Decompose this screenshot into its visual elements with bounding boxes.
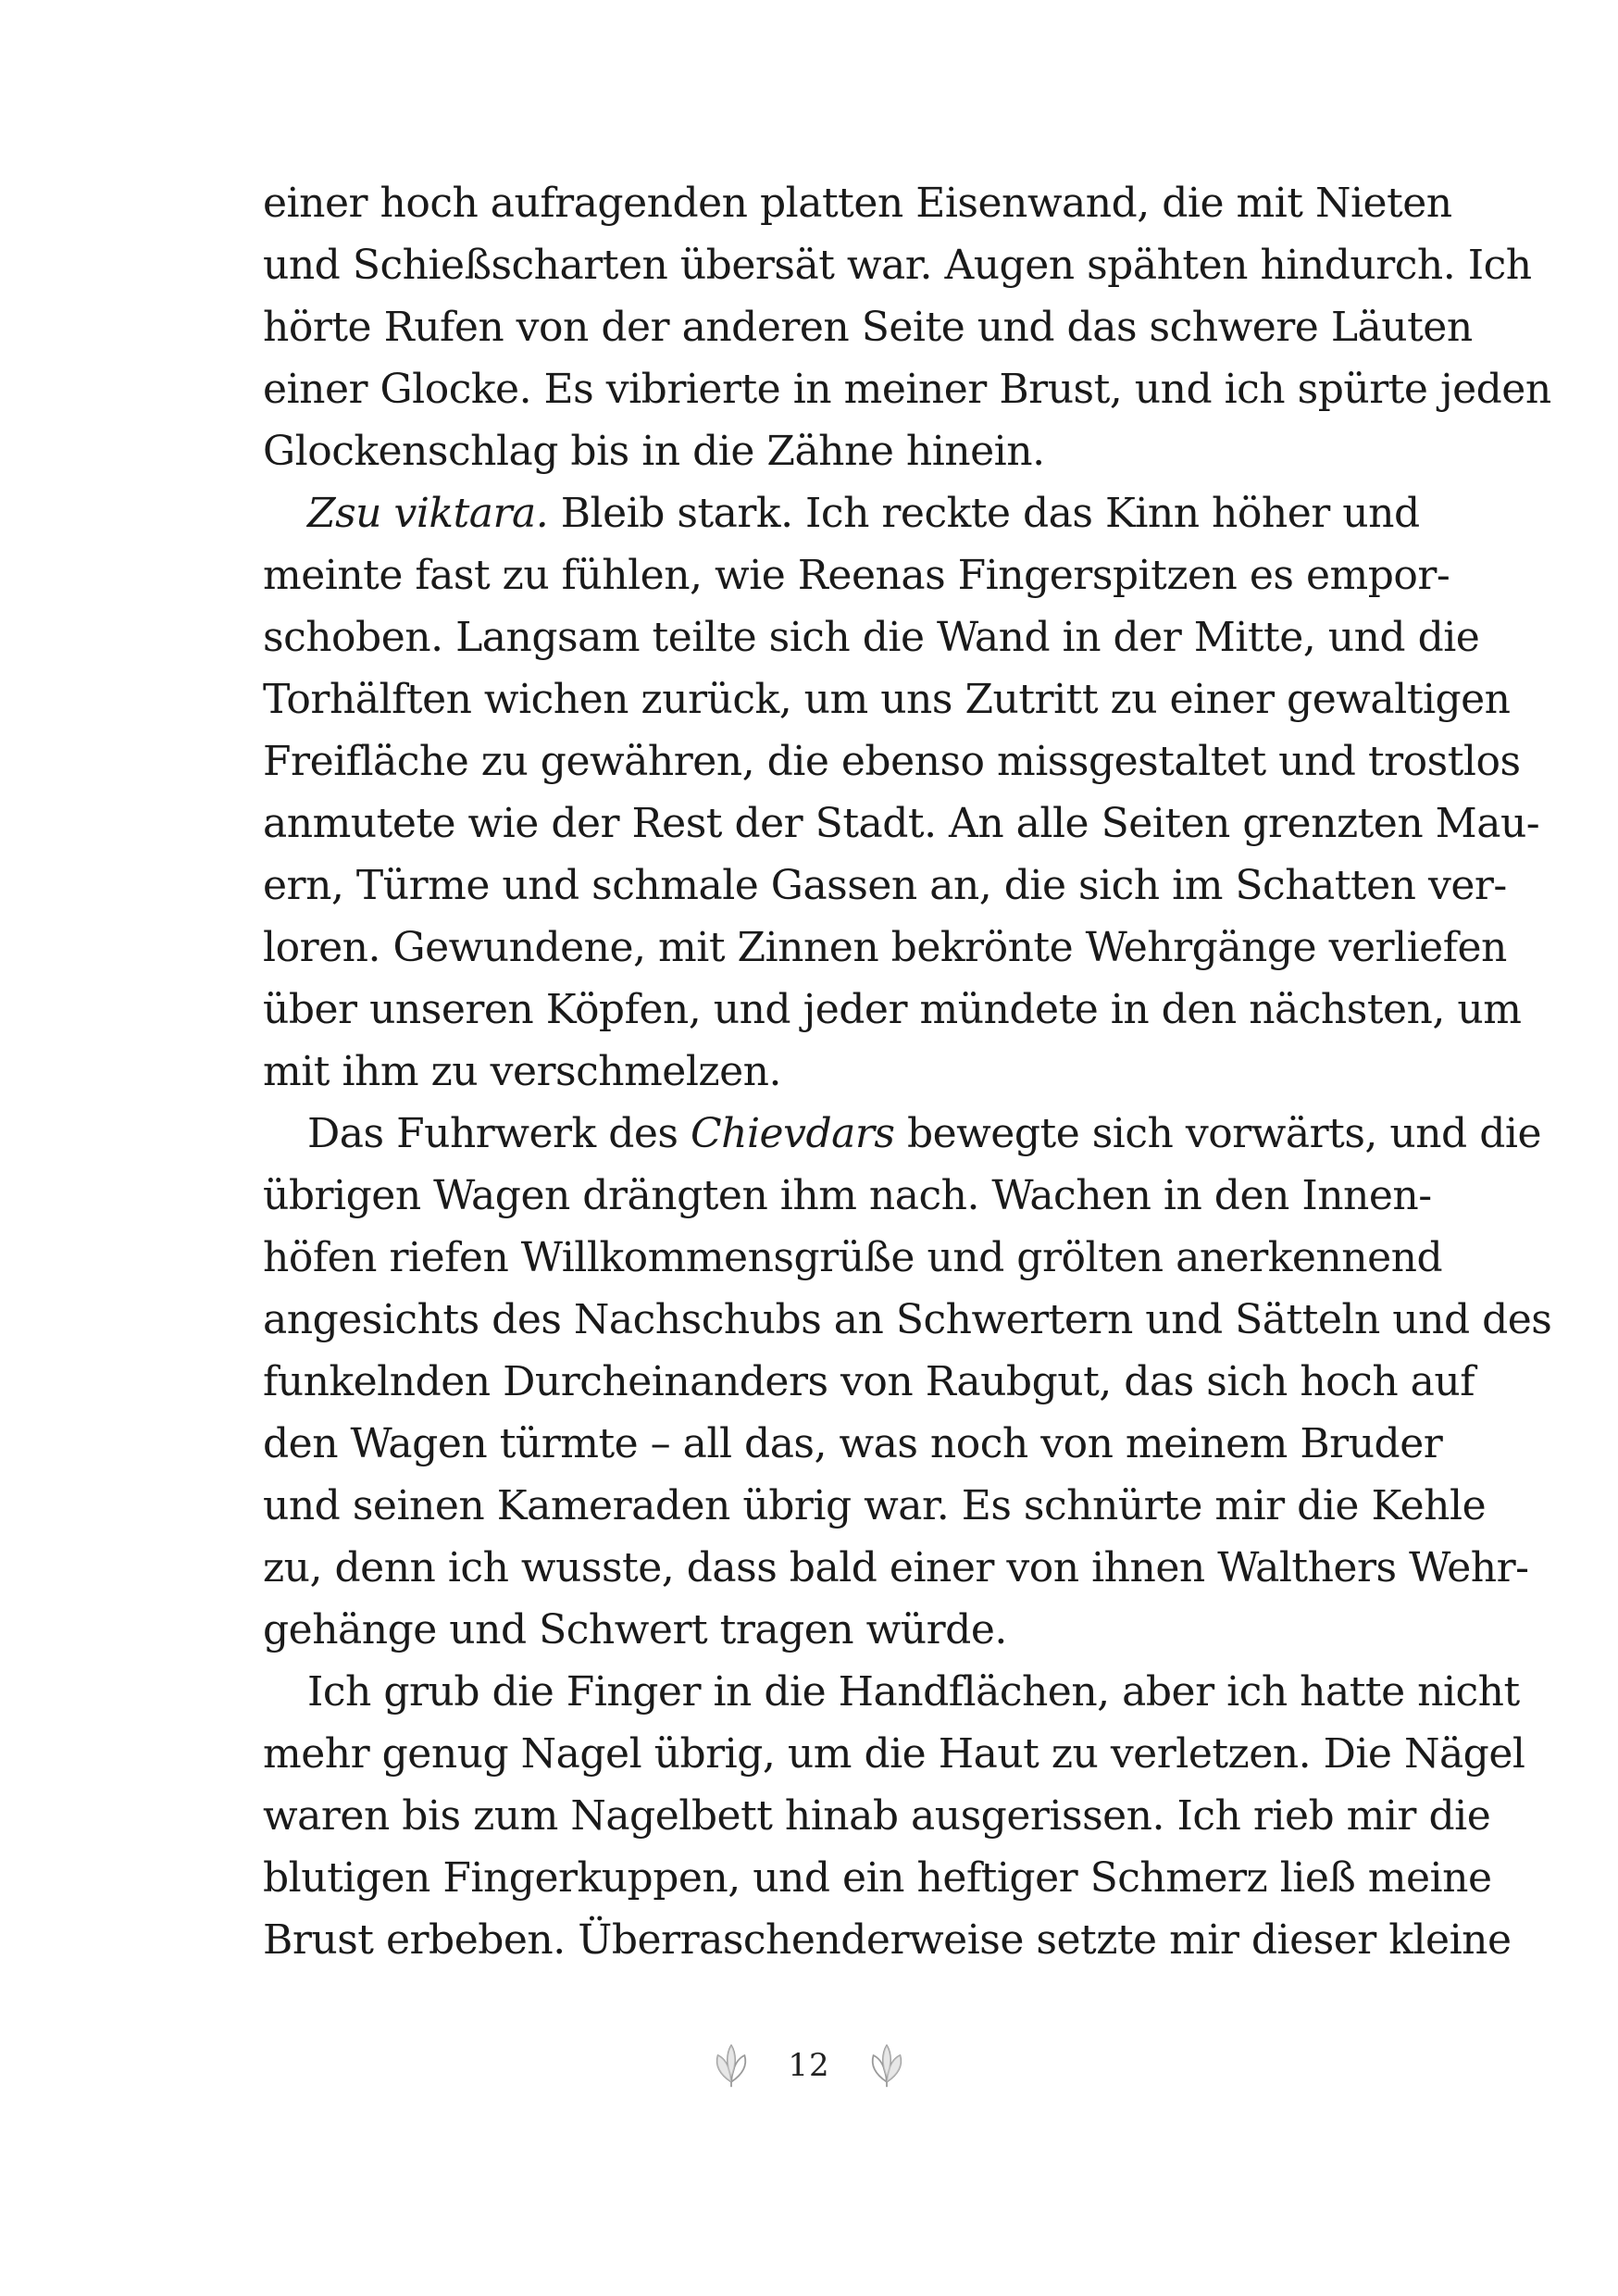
text-line	[263, 1909, 1512, 1971]
text-run: bewegte sich vorwärts, und die	[894, 1110, 1541, 1157]
text-run: hörte Rufen von der anderen Seite und das schwere Läuten	[263, 304, 1473, 351]
text-line	[263, 1351, 1475, 1413]
italic-text: Chievdars	[690, 1110, 895, 1157]
text-line	[263, 1227, 1443, 1289]
text-line	[263, 855, 1507, 917]
paragraph	[263, 172, 1551, 482]
text-line	[263, 544, 1450, 606]
text-line	[263, 1413, 1443, 1475]
paragraph	[263, 1103, 1552, 1661]
text-run: einer hoch aufragenden platten Eisenwand, die mit Nieten	[263, 180, 1452, 227]
text-run: anmutete wie der Rest der Stadt. An alle Seiten grenzten Mau-	[263, 800, 1540, 847]
text-line	[263, 792, 1540, 855]
leaf-ornament-icon	[706, 2039, 756, 2093]
text-line	[263, 1475, 1487, 1537]
page-footer	[0, 2033, 1618, 2098]
text-line	[263, 172, 1452, 234]
text-run: angesichts des Nachschubs an Schwertern und Sätteln und des	[263, 1296, 1552, 1343]
text-line	[263, 1537, 1529, 1599]
text-line	[263, 420, 1411, 482]
text-line	[263, 296, 1473, 358]
paragraph	[263, 1661, 1525, 1971]
text-line	[263, 1847, 1492, 1909]
body-text	[263, 172, 1552, 1971]
text-line	[263, 1289, 1552, 1351]
text-line	[263, 1661, 1520, 1723]
text-run: Glockenschlag bis in die Zähne hinein.	[263, 428, 1045, 475]
text-run: waren bis zum Nagelbett hinab ausgerissen. Ich rieb mir die	[263, 1792, 1491, 1840]
text-line	[263, 606, 1480, 668]
text-run: Ich grub die Finger in die Handflächen, aber ich hatte nicht	[307, 1668, 1520, 1716]
paragraph	[263, 482, 1540, 1103]
text-run: ern, Türme und schmale Gassen an, die sich im Schatten ver-	[263, 862, 1507, 909]
text-line	[263, 1103, 1541, 1165]
text-run: meinte fast zu fühlen, wie Reenas Fingerspitzen es empor-	[263, 552, 1450, 599]
text-line	[263, 1041, 1411, 1103]
text-run: funkelnden Durcheinanders von Raubgut, das sich hoch auf	[263, 1358, 1475, 1405]
text-line	[263, 482, 1420, 544]
text-run: Das Fuhrwerk des	[307, 1110, 691, 1157]
text-line	[263, 730, 1521, 792]
text-run: höfen riefen Willkommensgrüße und grölten anerkennend	[263, 1234, 1443, 1281]
page-number: 12	[788, 2047, 830, 2084]
text-run: Brust erbeben. Überraschenderweise setzte mir dieser kleine	[263, 1916, 1512, 1964]
text-run: mehr genug Nagel übrig, um die Haut zu verletzen. Die Nägel	[263, 1730, 1525, 1778]
text-run: übrigen Wagen drängten ihm nach. Wachen in den Innen-	[263, 1172, 1432, 1219]
text-run: gehänge und Schwert tragen würde.	[263, 1606, 1007, 1653]
text-run: einer Glocke. Es vibrierte in meiner Brust, und ich spürte jeden	[263, 366, 1551, 413]
text-line	[263, 234, 1532, 296]
text-line	[263, 1785, 1491, 1847]
text-run: mit ihm zu verschmelzen.	[263, 1048, 781, 1095]
text-line	[263, 358, 1551, 420]
text-run: und Schießscharten übersät war. Augen spähten hindurch. Ich	[263, 242, 1532, 289]
text-run: loren. Gewundene, mit Zinnen bekrönte Wehrgänge verliefen	[263, 924, 1507, 971]
text-line	[263, 668, 1511, 730]
text-run: über unseren Köpfen, und jeder mündete in den nächsten, um	[263, 986, 1522, 1033]
text-run: blutigen Fingerkuppen, und ein heftiger Schmerz ließ meine	[263, 1854, 1492, 1902]
text-line	[263, 979, 1522, 1041]
text-run: schoben. Langsam teilte sich die Wand in der Mitte, und die	[263, 614, 1480, 661]
text-run: zu, denn ich wusste, dass bald einer von ihnen Walthers Wehr-	[263, 1544, 1529, 1591]
text-run: Torhälften wichen zurück, um uns Zutritt zu einer gewaltigen	[263, 676, 1511, 723]
text-run: Freifläche zu gewähren, die ebenso missgestaltet und trostlos	[263, 738, 1521, 785]
italic-text: Zsu viktara.	[307, 490, 549, 537]
text-run: Bleib stark. Ich reckte das Kinn höher und	[548, 490, 1420, 537]
text-line	[263, 1165, 1432, 1227]
leaf-ornament-icon	[862, 2039, 912, 2093]
text-run: und seinen Kameraden übrig war. Es schnürte mir die Kehle	[263, 1482, 1487, 1529]
text-line	[263, 1723, 1525, 1785]
text-line	[263, 917, 1507, 979]
text-line	[263, 1599, 1411, 1661]
text-run: den Wagen türmte – all das, was noch von meinem Bruder	[263, 1420, 1443, 1467]
